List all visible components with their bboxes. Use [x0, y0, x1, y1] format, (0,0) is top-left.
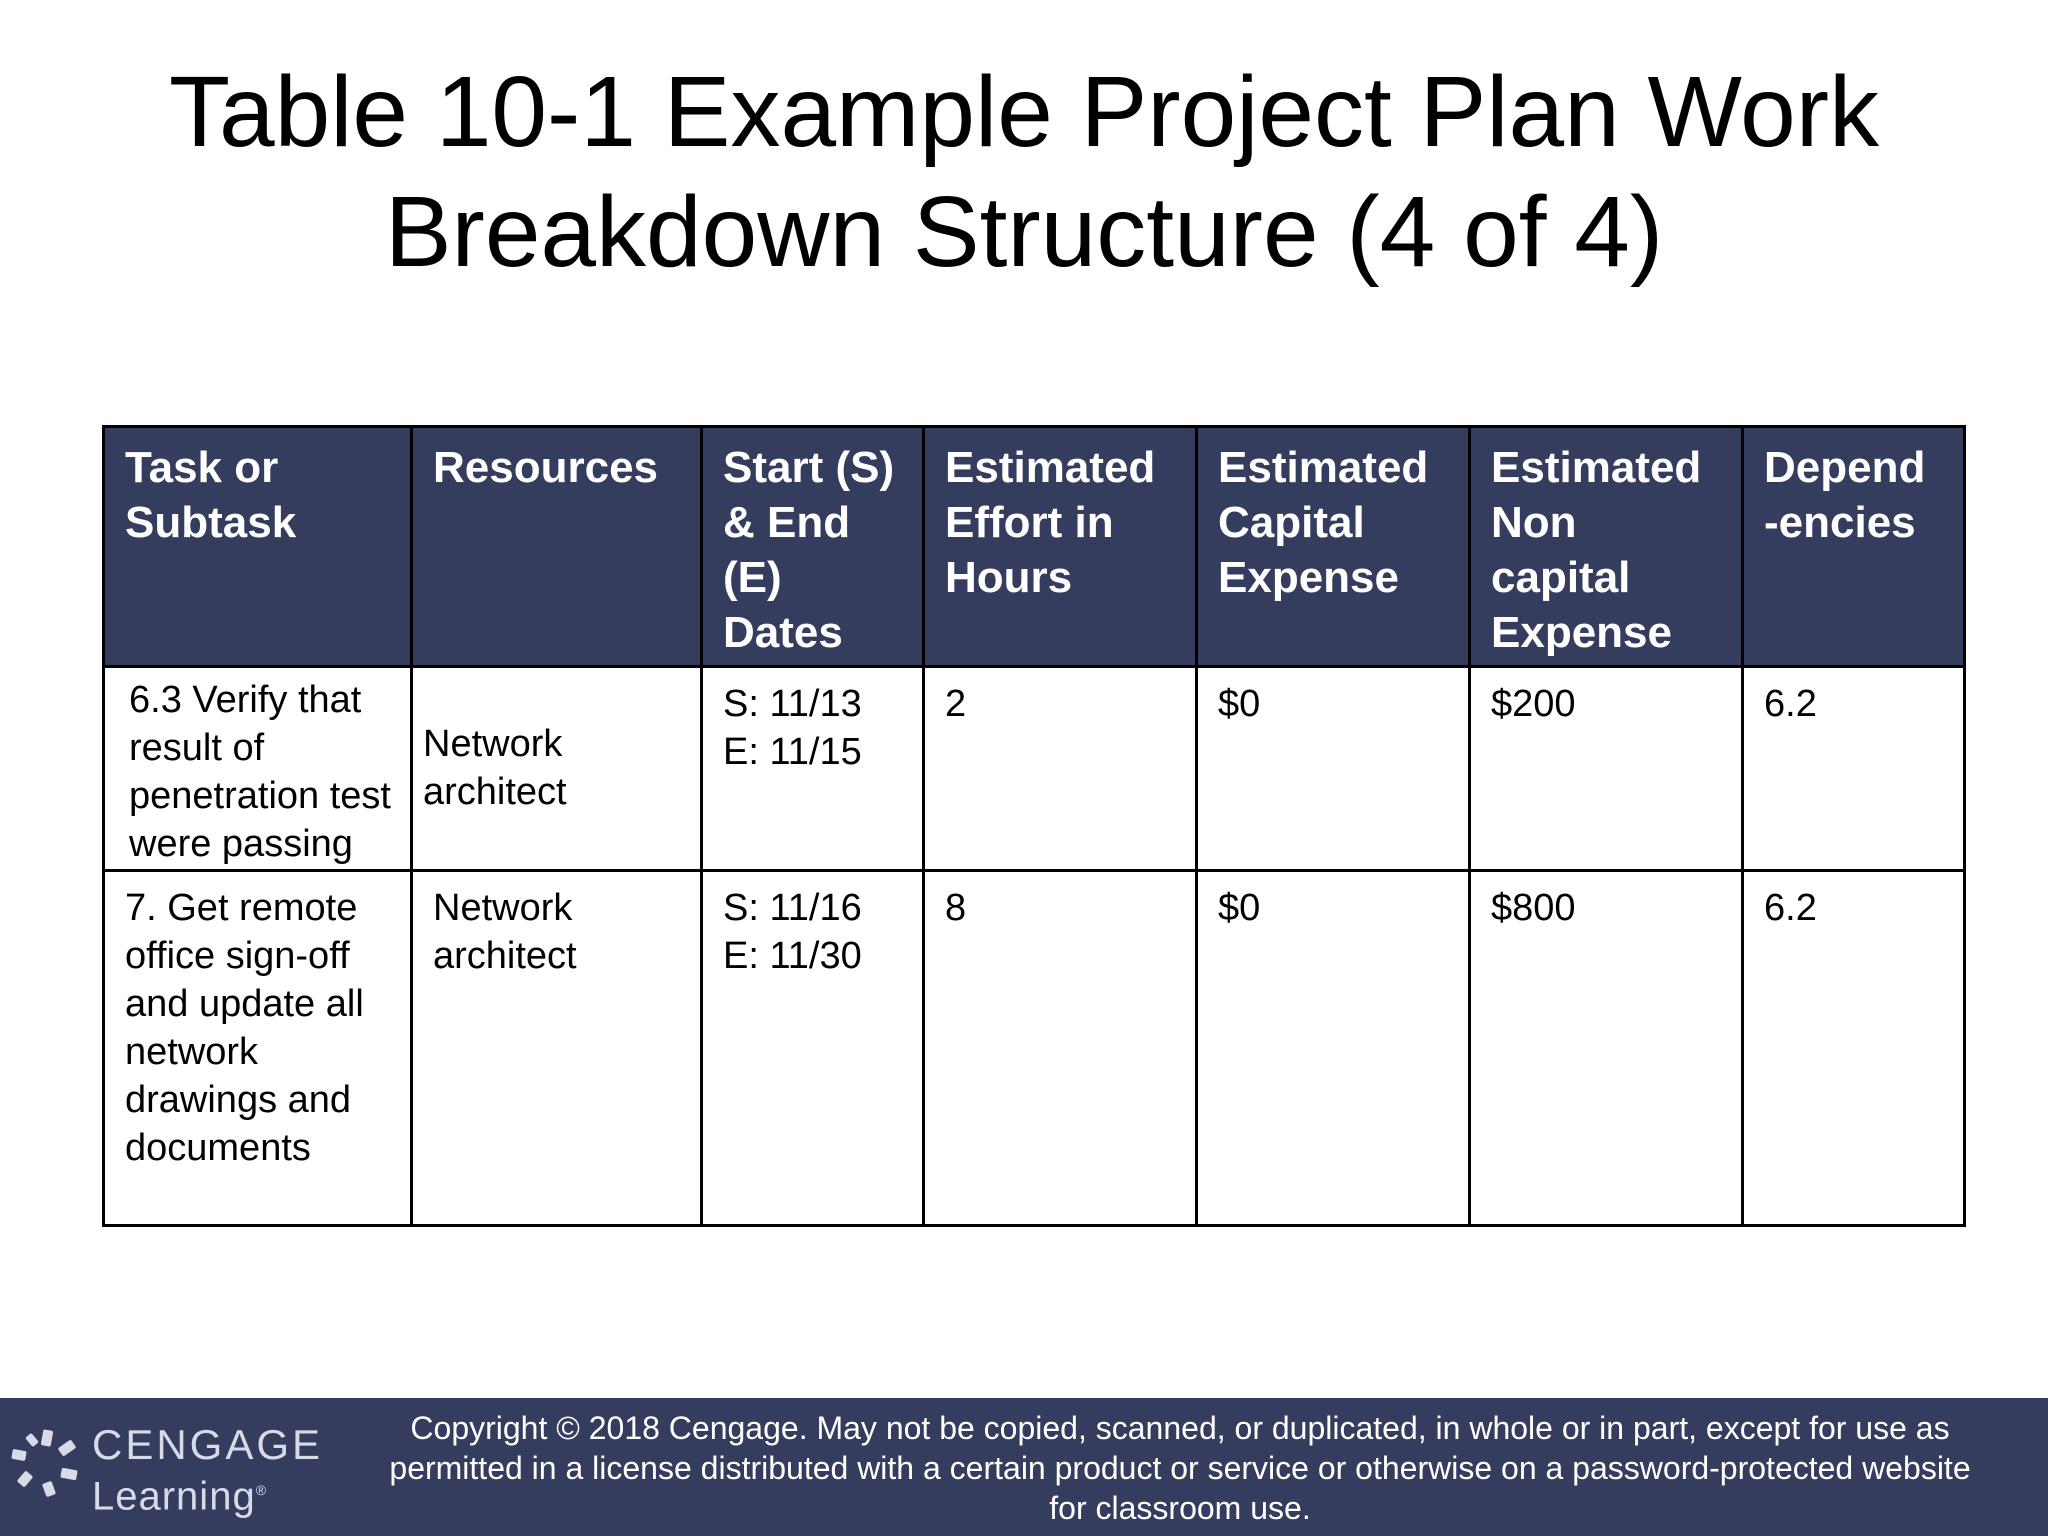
header-noncapital: [1470, 427, 1743, 667]
header-dates-line: Dates: [723, 608, 843, 657]
cell-task-line: network: [125, 1031, 259, 1073]
cell-noncapital: $200: [1470, 667, 1743, 871]
header-resources-line: Resources: [433, 443, 659, 492]
slide-title-line-2: Breakdown Structure (4 of 4): [384, 176, 1664, 288]
header-effort-line: Hours: [945, 553, 1073, 602]
header-dependencies: [1743, 427, 1965, 667]
header-noncapital-line: Expense: [1491, 608, 1672, 657]
cell-resources: [412, 871, 702, 1226]
cell-task-line: documents: [125, 1127, 311, 1169]
footer-bar: [0, 1398, 2048, 1536]
slide-title-line-1: Table 10-1 Example Project Plan Work: [168, 56, 1880, 168]
logo-wordmark: CENGAGE: [92, 1421, 324, 1468]
table-row: [104, 871, 1965, 1226]
cell-resources-line: architect: [423, 771, 567, 813]
header-capital-line: Expense: [1218, 553, 1399, 602]
header-task: [104, 427, 412, 667]
cell-task-line: 7. Get remote: [125, 887, 358, 929]
cell-task: [104, 667, 412, 871]
cell-task-line: penetration test: [129, 775, 391, 817]
header-effort-line: Estimated: [945, 443, 1156, 492]
cell-capital: $0: [1197, 667, 1470, 871]
cell-resources-line: Network: [433, 887, 573, 929]
cell-task-line: 6.3 Verify that: [129, 679, 362, 721]
cell-task-line: and update all: [125, 983, 364, 1025]
header-noncapital-line: capital: [1491, 553, 1631, 602]
header-dates-line: Start (S): [723, 443, 895, 492]
slide-title: [0, 52, 2048, 292]
header-dependencies-line: Depend: [1764, 443, 1926, 492]
cell-effort: 2: [924, 667, 1197, 871]
header-noncapital-line: Estimated: [1491, 443, 1702, 492]
header-capital: [1197, 427, 1470, 667]
copyright-notice: [330, 1408, 2030, 1528]
header-noncapital-line: Non: [1491, 498, 1577, 547]
header-task-line: Subtask: [125, 498, 297, 547]
wbs-table: [102, 425, 1966, 1227]
header-capital-line: Estimated: [1218, 443, 1429, 492]
cell-task-line: were passing: [129, 823, 353, 865]
cell-task-line: drawings and: [125, 1079, 352, 1121]
copyright-line: for classroom use.: [1049, 1490, 1311, 1526]
cell-dependencies: 6.2: [1743, 667, 1965, 871]
logo-registered-mark: ®: [255, 1482, 268, 1498]
header-dates: [702, 427, 924, 667]
header-resources: [412, 427, 702, 667]
cell-resources-line: architect: [433, 935, 577, 977]
cengage-starburst-icon: [8, 1426, 86, 1504]
cell-noncapital: $800: [1470, 871, 1743, 1226]
header-capital-line: Capital: [1218, 498, 1365, 547]
cell-dates: [702, 667, 924, 871]
header-effort-line: Effort in: [945, 498, 1114, 547]
copyright-line: Copyright © 2018 Cengage. May not be copied, scanned, or duplicated, in whole or in part, except for use as: [410, 1410, 1950, 1446]
logo-sub-text: Learning: [92, 1474, 256, 1519]
cell-task: [104, 871, 412, 1226]
cengage-logo: [8, 1420, 324, 1520]
header-dates-line: & End: [723, 498, 851, 547]
copyright-line: permitted in a license distributed with a certain product or service or otherwise on a password-protected website: [389, 1450, 1971, 1486]
cell-resources-line: Network: [423, 723, 563, 765]
table-row: [104, 667, 1965, 871]
cell-resources: [412, 667, 702, 871]
cell-task-line: result of: [129, 727, 265, 769]
cell-dates-line: E: 11/30: [723, 935, 862, 977]
header-task-line: Task or: [125, 443, 279, 492]
cell-dates-line: S: 11/16: [723, 887, 862, 929]
cell-dependencies: 6.2: [1743, 871, 1965, 1226]
cell-dates-line: E: 11/15: [723, 731, 862, 773]
logo-subtext: [92, 1468, 267, 1518]
header-dates-line: (E): [723, 553, 782, 602]
cell-capital: $0: [1197, 871, 1470, 1226]
table-header-row: [104, 427, 1965, 667]
cell-effort: 8: [924, 871, 1197, 1226]
cell-dates: [702, 871, 924, 1226]
header-dependencies-line: -encies: [1764, 498, 1916, 547]
cell-task-line: office sign-off: [125, 935, 350, 977]
cell-dates-line: S: 11/13: [723, 683, 862, 725]
header-effort: [924, 427, 1197, 667]
